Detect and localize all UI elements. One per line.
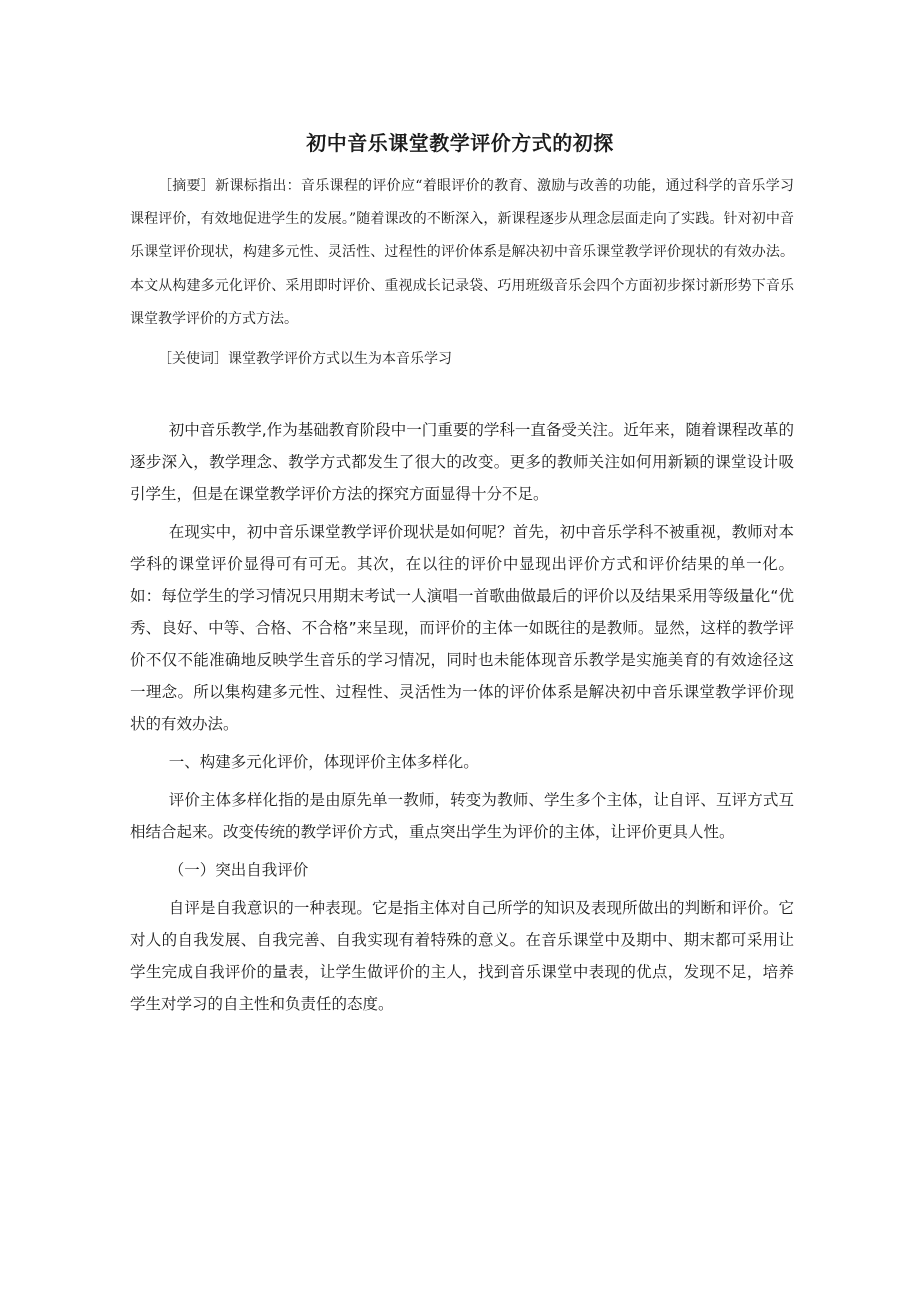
document-title: 初中音乐课堂教学评价方式的初探	[306, 131, 614, 155]
paragraph: 初中音乐教学,作为基础教育阶段中一门重要的学科一直备受关注。近年来，随着课程改革的逐步深入，教学理念、教学方式都发生了很大的改变。更多的教师关注如何用新颖的课堂设计吸引学生，但是在课堂教学评价方法的探究方面显得十分不足。	[130, 421, 794, 503]
section-heading: 一、构建多元化评价，体现评价主体多样化。	[168, 753, 479, 771]
keywords: ［关使词］课堂教学评价方式以生为本音乐学习	[158, 351, 452, 367]
paragraph: 在现实中，初中音乐课堂教学评价现状是如何呢？首先，初中音乐学科不被重视，教师对本学科的课堂评价显得可有可无。其次，在以往的评价中显现出评价方式和评价结果的单一化。如：每位学生的学习情况只用期末考试一人演唱一首歌曲做最后的评价以及结果采用等级量化“优秀、良好、中等、合格、不合格”来呈现，而评价的主体一如既往的是教师。显然，这样的教学评价不仅不能准确地反映学生音乐的学习情况，同时也未能体现音乐教学是实施美育的有效途径这一理念。所以集构建多元性、过程性、灵活性为一体的评价体系是解决初中音乐课堂教学评价现状的有效办法。	[130, 523, 794, 733]
abstract: ［摘要］新课标指出：音乐课程的评价应“着眼评价的教育、激励与改善的功能，通过科学的音乐学习课程评价，有效地促进学生的发展。”随着课改的不断深入，新课程逐步从理念层面走向了实践。针对初中音乐课堂评价现状，构建多元性、灵活性、过程性的评价体系是解决初中音乐课堂教学评价现状的有效办法。本文从构建多元化评价、采用即时评价、重视成长记录袋、巧用班级音乐会四个方面初步探讨新形势下音乐课堂教学评价的方式方法。	[130, 178, 794, 327]
paragraph: 自评是自我意识的一种表现。它是指主体对自己所学的知识及表现所做出的判断和评价。它对人的自我发展、自我完善、自我实现有着特殊的意义。在音乐课堂中及期中、期末都可采用让学生完成自我评价的量表，让学生做评价的主人，找到音乐课堂中表现的优点，发现不足，培养学生对学习的自主性和负责任的态度。	[130, 899, 794, 1013]
paragraph: 评价主体多样化指的是由原先单一教师，转变为教师、学生多个主体，让自评、互评方式互相结合起来。改变传统的教学评价方式，重点突出学生为评价的主体，让评价更具人性。	[130, 791, 794, 841]
subsection-heading: （一）突出自我评价	[168, 861, 309, 879]
body-text	[130, 414, 794, 1020]
